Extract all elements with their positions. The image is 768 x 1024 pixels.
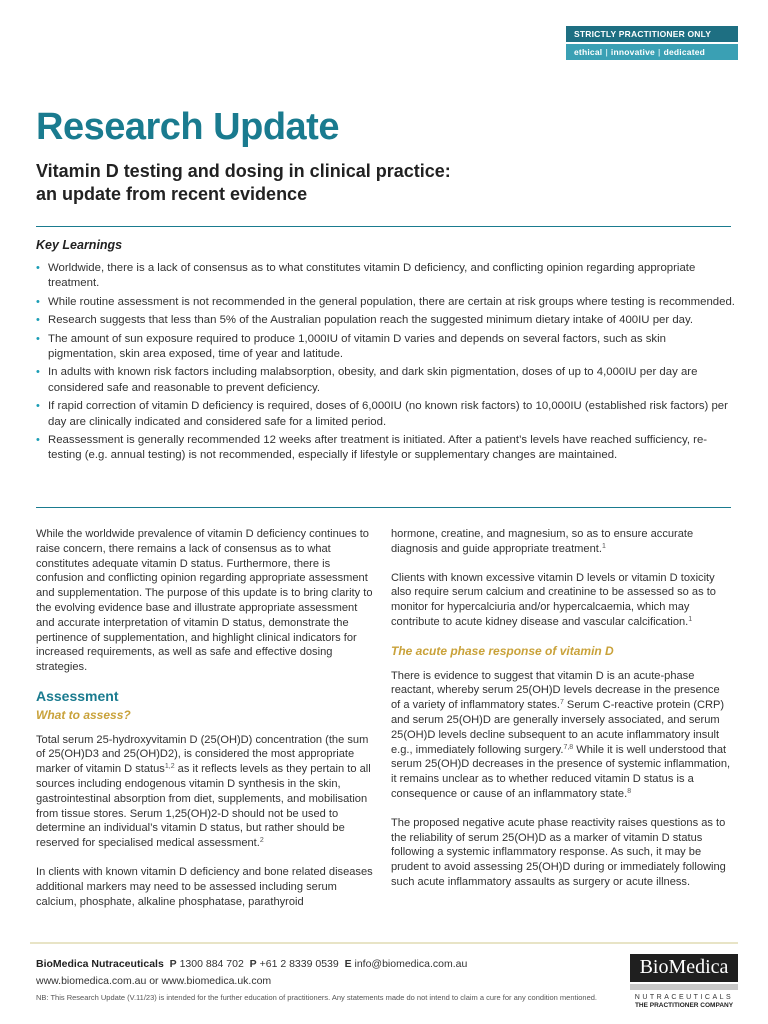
practitioner-badge: [566, 26, 738, 60]
bullet-icon: •: [36, 314, 40, 327]
citation: 7,8: [563, 743, 574, 751]
footer-contact-line: [36, 958, 467, 970]
paragraph-text: Clients with known excessive vitamin D levels or vitamin D toxicity also require serum calcium and creatinine to be assessed so as to monitor for hypercalciuria and/or hypercalcaemia, which may contribute to acute kidney disease and vascular calcification.: [391, 571, 716, 628]
badge-value-dedicated: dedicated: [663, 47, 706, 57]
badge-title: STRICTLY PRACTITIONER ONLY: [566, 26, 738, 42]
list-item: [36, 313, 736, 328]
company-name: BioMedica Nutraceuticals: [36, 958, 164, 970]
divider-bottom: [30, 942, 738, 944]
paragraph-text: as it reflects levels as they pertain to all sources including endogenous vitamin D synthesis in the skin, gastrointestinal absorption from diet, supplements, and mobilisation from tissue stores. Serum 1,25(OH)2-D should not be used to determine an individual’s vitamin D status, but rather should be reserved for specialised medical assessment.: [36, 763, 371, 850]
citation: 7: [559, 699, 564, 707]
email-link[interactable]: info@biomedica.com.au: [354, 958, 468, 970]
assessment-paragraph-1: [36, 733, 376, 851]
list-item-text: In adults with known risk factors including malabsorption, obesity, and dark skin pigmentation, doses of up to 4,000IU per day are considered safe and reasonable to prevent deficiency.: [48, 366, 698, 394]
paragraph-text: hormone, creatine, and magnesium, so as to ensure accurate diagnosis and guide appropriate treatment.: [391, 528, 694, 555]
paragraph-text: Serum C-reactive protein (CRP) and serum 25(OH)D are generally inversely associated, and serum 25(OH)D levels decline subsequent to an acute inflammatory insult e.g., immediately following surgery.: [391, 699, 725, 756]
list-item-text: If rapid correction of vitamin D deficiency is required, doses of 6,000IU (no known risk factors) to 10,000IU (established risk factors) per day are clinically indicated and considered safe for a limited period.: [48, 400, 728, 428]
intro-paragraph: While the worldwide prevalence of vitamin D deficiency continues to raise concern, there remains a lack of consensus as to what constitutes adequate vitamin D status. Furthermore, there is confusion and conflicting opinion regarding appropriate assessment and supplementation. The purpose of this update is to bring clarity to the evolving evidence base and illustrate appropriate assessment and accurate interpretation of vitamin D status, demonstrate the pertinence of supplementation, and highlight clinical indicators for increased requirements, as well as safe and effective dosing strategies.: [36, 528, 373, 674]
right-paragraph-4: The proposed negative acute phase reactivity raises questions as to the reliability of serum 25(OH)D as a marker of vitamin D status following a systemic inflammatory response. As such, it may be prudent to avoid assessing 25(OH)D during or immediately following such acute inflammatory assaults as surgery or acute illness.: [391, 816, 726, 888]
website-links[interactable]: www.biomedica.com.au or www.biomedica.uk.com: [36, 975, 272, 987]
section-heading-assessment: Assessment: [36, 687, 119, 704]
citation: 1,2: [164, 763, 175, 771]
email-label: E: [344, 958, 352, 970]
citation: 1: [601, 542, 606, 550]
right-column: [391, 527, 731, 904]
disclaimer: NB: This Research Update (V.11/23) is intended for the further education of practitioners. Any statements made do not intend to claim a cure for any condition mentioned.: [36, 993, 598, 1002]
page-subtitle: [36, 160, 596, 206]
left-column: [36, 527, 376, 923]
badge-values: [566, 44, 738, 60]
paragraph-text: While it is well understood that serum 25(OH)D decreases in the presence of systemic inflammation, it remains unclear as to whether reduced vitamin D status is a consequence or cause of an inflammatory state.: [391, 743, 731, 800]
subtitle-line-1: Vitamin D testing and dosing in clinical practice:: [36, 161, 451, 181]
list-item-text: Worldwide, there is a lack of consensus as to what constitutes vitamin D deficiency, and conflicting opinion regarding appropriate treatment.: [48, 262, 696, 290]
bullet-icon: •: [36, 262, 40, 274]
phone2-label: P: [249, 958, 257, 970]
paragraph-text: There is evidence to suggest that vitamin D is an acute-phase reactant, whereby serum 25(OH)D levels decrease in the presence of a variety of inflammatory states.: [391, 669, 720, 712]
bullet-icon: •: [36, 332, 40, 345]
badge-value-ethical: ethical: [574, 47, 603, 57]
badge-separator: |: [657, 47, 661, 57]
assessment-paragraph-2: In clients with known vitamin D deficiency and bone related diseases additional markers may need to be assessed including serum calcium, phosphate, alkaline phosphatase, parathyroid: [36, 865, 373, 908]
list-item: [36, 295, 736, 310]
bullet-icon: •: [36, 434, 40, 447]
bullet-icon: •: [36, 366, 40, 379]
subtitle-line-2: an update from recent evidence: [36, 184, 308, 204]
list-item: [36, 399, 736, 430]
badge-value-innovative: innovative: [610, 47, 655, 57]
subheading-acute-phase: The acute phase response of vitamin D: [391, 643, 614, 658]
right-paragraph-1: [391, 527, 731, 557]
biomedica-logo: [630, 954, 738, 1009]
citation: 1: [688, 615, 693, 623]
logo-subtitle: NUTRACEUTICALS: [634, 994, 734, 1001]
list-item-text: Research suggests that less than 5% of the Australian population reach the suggested minimum dietary intake of 400IU per day.: [48, 314, 693, 327]
right-paragraph-3: [391, 669, 731, 802]
page-title: Research Update: [36, 106, 339, 148]
paragraph-text: Total serum 25-hydroxyvitamin D (25(OH)D) concentration (the sum of 25(OH)D3 and 25(OH)D2), is considered the most appropriate marker of vitamin D status: [36, 733, 369, 776]
footer: [36, 958, 467, 987]
list-item: [36, 332, 736, 363]
phone-number[interactable]: 1300 884 702: [179, 958, 244, 970]
right-paragraph-2: [391, 571, 731, 630]
citation: 8: [627, 787, 632, 795]
bullet-icon: •: [36, 400, 40, 413]
phone-label: P: [169, 958, 177, 970]
divider-top: [36, 226, 731, 227]
divider-middle: [36, 507, 731, 508]
phone2-number[interactable]: +61 2 8339 0539: [259, 958, 339, 970]
list-item: [36, 433, 736, 464]
badge-separator: |: [605, 47, 608, 57]
list-item: [36, 365, 736, 396]
list-item-text: The amount of sun exposure required to produce 1,000IU of vitamin D varies and depends on several factors, such as skin pigmentation, skin area exposed, time of year and latitude.: [48, 332, 666, 361]
logo-tagline: THE PRACTITIONER COMPANY: [634, 1002, 734, 1009]
key-learnings-list: [36, 261, 736, 467]
key-learnings-heading: Key Learnings: [36, 238, 123, 252]
list-item-text: While routine assessment is not recommended in the general population, there are certain at risk groups where testing is recommended.: [48, 295, 735, 308]
logo-bar: [630, 984, 738, 990]
list-item: [36, 261, 736, 292]
bullet-icon: •: [36, 295, 40, 308]
citation: 2: [259, 837, 264, 845]
logo-wordmark: BioMedica: [630, 954, 738, 982]
list-item-text: Reassessment is generally recommended 12 weeks after treatment is initiated. After a patient’s levels have reached sufficiency, re-testing (e.g. annual testing) is not recommended, especially if lifestyle or supplementary changes are maintained.: [48, 434, 708, 462]
subheading-what-to-assess: What to assess?: [36, 707, 131, 722]
